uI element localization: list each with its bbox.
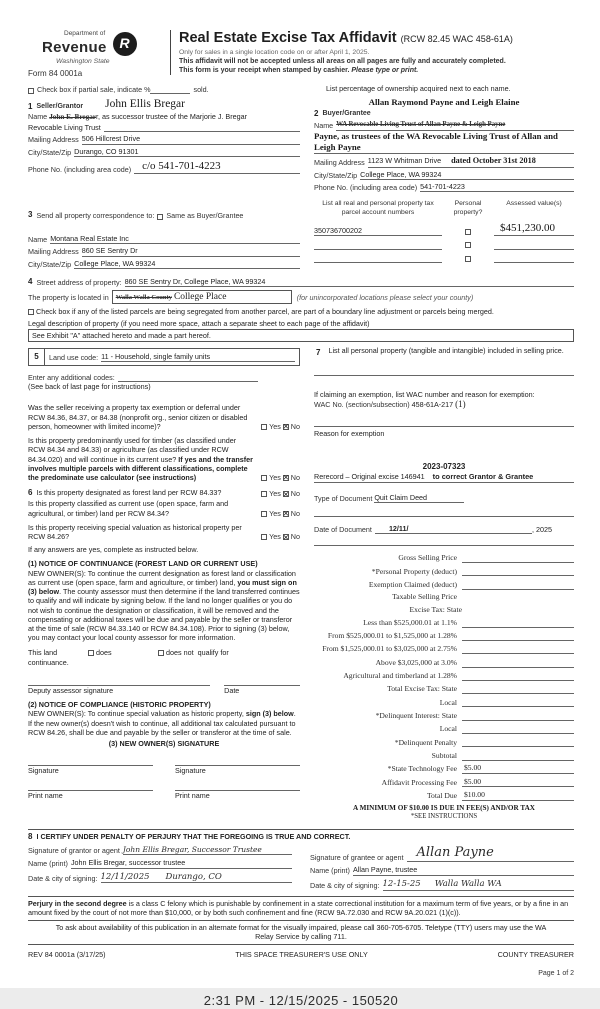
revenue-logo-icon: R (113, 32, 137, 56)
seller-grantor-label: Seller/Grantor (36, 103, 84, 111)
buyer-trust-date: dated October 31st 2018 (451, 156, 536, 166)
form-title: Real Estate Excise Tax Affidavit (RCW 82.45 WAC 458-61A) (179, 30, 513, 46)
continuance-label: continuance. (28, 657, 69, 667)
dept-of-label: Department of (64, 30, 106, 37)
land-use-code-field[interactable]: 11 - Household, single family units (101, 352, 295, 362)
personal-property-section (314, 346, 574, 358)
deputy-assessor-label: Deputy assessor signature (28, 685, 114, 695)
form-title-rcw: (RCW 82.45 WAC 458-61A) (400, 34, 513, 44)
tier3-tax-field[interactable] (462, 643, 574, 654)
historic-property-question: Is this property receiving special valuation as historical property per RCW 84.26? (28, 522, 242, 542)
does-not-checkbox[interactable] (158, 650, 164, 656)
document-type-field[interactable]: Quit Claim Deed (374, 493, 464, 503)
affidavit-processing-fee-field[interactable]: $5.00 (462, 777, 574, 788)
land-use-code-box: 5 Land use code: 11 - Household, single family units (28, 348, 300, 366)
if-any-yes-note: If any answers are yes, complete as instructed below. (28, 545, 199, 555)
grantee-date-city-field[interactable]: 12-15-25 Walla Walla WA (383, 879, 574, 891)
new-owner-printname-field-1[interactable] (28, 781, 153, 791)
deputy-date-label: Date (224, 685, 240, 695)
header-note-3: This form is your receipt when stamped by cashier. Please type or print. (179, 66, 419, 74)
grantee-signature-field[interactable] (407, 845, 574, 863)
notice-compliance-title: (2) NOTICE OF COMPLIANCE (HISTORIC PROPERTY) (28, 700, 211, 710)
grantor-date-city-field[interactable]: 12/11/2025 Durango, CO (101, 872, 292, 884)
timber-no-checkbox[interactable] (283, 475, 289, 481)
header-divider (170, 30, 171, 75)
agricultural-tax-field[interactable] (462, 670, 574, 681)
reason-rule (314, 417, 574, 427)
subtotal-field[interactable] (462, 750, 574, 761)
correspondence-name-field[interactable]: Montana Real Estate Inc (50, 234, 300, 244)
land-qualify-row: This land does does not qualify for (28, 648, 229, 658)
total-excise-state-field[interactable] (462, 683, 574, 694)
taxable-selling-price-field[interactable] (462, 592, 574, 602)
tier2-tax-field[interactable] (462, 630, 574, 641)
affidavit-page: Department of Revenue Washington State R Form 84 0001a Real Estate Excise Tax Affidavit (RCW 82.45 WAC 458-61A) Only for sales in a single location code on or after April 1, 2025. This affidavit will not be accepted unless all areas on all pages are fully and accurately completed. This form is your receipt when stamped by cashier. Please type or print. Check box if partial sale, indicate % sold. List percentage of ownership acquired next to each name. 1 Seller/Grantor John Ellis Bregar Name John E. Bregarr, as successor trustee of the Marjorie J. Bregar Revocable Living Trust Mailing Address 506 Hillcrest Drive City/State/Zip Durango, CO 91301 Phone No. (including area code) c/o 541-701-4223 Allan Raymond Payne and Leigh Elaine 2 Buyer/Grantee Name WA Revocable Living Trust of Allan Payne & Leigh Payne Payne, as trustees of the WA Revocable Living Trust of Allan and Leigh Payne Mailing Address 1123 W Whitman Drive dated October 31st 2018 City/State/Zip College Place, WA 99324 Phone No. (including area code) 541-701-4223 3 Send all property correspondence to: Same as Buyer/Grantee Name Montana Real Estate Inc Mailing Address 860 SE Sentry Dr City/State/Zip College Place, WA 99324 List all real and personal property tax parcel account numbers Personal property? Assessed value(s) 350736700202 $451,230.00 4 Street address of property: 860 SE Sentry Dr, College Place, WA 99324 The property is located in Walla Walla County College Place (for unincorporated locations please select your county) Check box if any of the listed parcels are being segregated from another parcel, are part of a boundary line adjustment or parcels being merged. Legal description of property (if you need more space, attach a separate sheet to each page of the affidavit) See Exhibit "A" attached hereto and made a part hereof. 5 Land use code: 11 - Household, single family units Enter any additional codes: (See back of last page for instructions) Was the seller receiving a property tax exemption or deferral under RCW 84.36, 84.37, or 84.38 (nonprofit org., senior citizen or disabled person, homeowner with limited income)? Yes ✕ No Is this property predominantly used for timber (as classified under RCW 84.34 and 84.33) or agriculture (as classified under RCW 84.34.020) and will continue in its current use? If yes and the transfer involves multiple parcels with different classifications, complete the predominate use calculator (see instructions) Yes ✕ No 6 Is this property designated as forest land per RCW 84.33? Yes ✕ No Is this property classified as current use (open space, farm and agricultural, or timber) land per RCW 84.34? Yes ✕ No Is this property receiving special valuation as historical property per RCW 84.26? Yes ✕ No If any answers are yes, complete as instructed below. (1) NOTICE OF CONTINUANCE (FOREST LAND OR CURRENT USE) NEW OWNER(S): To continue the current designation as forest land or classification as current use (open space, farm and agriculture, or timber) land, you must sign on (3) below. The county assessor must then determine if the land transferred continues to qualify and will indicate by signing below. If the land no longer qualifies or you do not wish to continue the designation or classification, it will be removed and the compensating or additional taxes will be due and payable by the seller or transferor at the time of sale (RCW 84.33.140 or RCW 84.34.108). Prior to signing (3) below, you may contact your local county assessor for more information. This land does does not qualify for continuance. Deputy assessor signature Date (2) NOTICE OF COMPLIANCE (HISTORIC PROPERTY) NEW OWNER(S): To continue special valuation as historic property, sign (3) below. If the new owner(s) doesn't wish to continue, all additional tax calculated pursuant to RCW 84.26, shall be due and payable by the seller or transferor at the time of sale. (3) NEW OWNER(S) SIGNATURE Signature Signature Print name Print name 7 List all personal property (tangible and intangible) included in selling price. If claiming an exemption, list WAC number and reason for exemption: WAC No. (section/subsection) 458-61A-217 (1) Reason for exemption 2023-07323 Rerecord – Original excise 146941 to correct Grantor & Grantee Type of Document Quit Claim Deed Date of Document 12/11/ , 2025 Gross Selling Price *Personal Property (deduct) Exemption Claimed (deduct) Taxable Selling Price Excise Tax: State Less than $525,000.01 at 1.1% From $525,000.01 to $1,525,000 at 1.28% From $1,525,000.01 to $3,025,000 at 2.75% Above $3,025,000 at 3.0% Agricultural and timberland at 1.28% Total Excise Tax: State Local *Delinquent Interest: State Local *Delinquent Penalty Subtotal *State Technology Fee $5.00 Affidavit Processing Fee $5.00 Total Due $10.00 A MINIMUM OF $10.00 IS DUE IN FEE(S) AND/OR TAX *SEE INSTRUCTIONS 8 I CERTIFY UNDER PENALTY OF PERJURY THAT THE FOREGOING IS TRUE AND CORRECT. Signature of grantor or agent John Ellis Bregar, Successor Trustee Name (print) John Ellis Bregar, successor trustee Date & city of signing: 12/11/2025 Durango, CO Signature of grantee or agent Allan Payne Name (print) Allan Payne, trustee Date & city of signing: 12-15-25 Walla Walla WA Perjury in the second degree is a class C felony which is punishable by confinement in a state correctional institution for a maximum term of five years, or by a fine in an amount fixed by the court of not more than $10,000, or by both such confinement and fine (RCW 9A.72.030 and RCW 9A.20.021 (1)(c)). To ask about availability of this publication in an alternate format for the visually impaired, please call 360-705-6705. Teletype (TTY) users may use the WA Relay Service by calling 711. REV 84 0001a (3/17/25) THIS SPACE TREASURER'S USE ONLY COUNTY TREASURER Page 1 of 2 2:31 PM - 12/15/2025 - 150520 (0, 0, 600, 988)
segregated-checkbox[interactable] (28, 309, 34, 315)
wac-intro: If claiming an exemption, list WAC number and reason for exemption: (314, 390, 535, 400)
personal-property-label: List all personal property (tangible and intangible) included in selling price. (328, 345, 564, 355)
parcel-list-section (314, 200, 574, 269)
parcel-numbers-header: List all real and personal property tax parcel account numbers (322, 200, 434, 216)
same-as-buyer-checkbox[interactable] (157, 214, 163, 220)
exemption-yes-checkbox[interactable] (261, 424, 267, 430)
parcel-number-field[interactable]: 350736700202 (314, 226, 442, 236)
street-address-field[interactable]: 860 SE Sentry Dr, College Place, WA 99324 (125, 277, 574, 287)
partial-sale-sold-label: sold. (193, 85, 209, 95)
seller-name-line2: Revocable Living Trust (28, 123, 101, 133)
ownership-note: List percentage of ownership acquired next to each name. (326, 84, 511, 94)
tier4-tax-field[interactable] (462, 657, 574, 668)
seller-typed-name: John Ellis Bregar (105, 98, 185, 111)
grantor-signature-value: John Ellis Bregar, Successor Trustee (122, 844, 262, 854)
historic-yes-checkbox[interactable] (261, 534, 267, 540)
notice-compliance-text: NEW OWNER(S): To continue special valuation as historic property, sign (3) below. If the new owner(s) doesn't wish to continue, all additional tax calculated pursuant to RCW 84.26, shall be due and payable by the seller or transferor at the time of sale. (28, 709, 296, 737)
rerecord-correction: to correct Grantor & Grantee (432, 472, 534, 482)
parcel-row (314, 254, 574, 263)
buyer-mailing-address-field[interactable]: 1123 W Whitman Drive dated October 31st 2018 (368, 156, 574, 168)
partial-sale-label: Check box if partial sale, indicate % (37, 85, 151, 95)
personal-property-field[interactable] (314, 366, 574, 376)
see-instructions-note: *SEE INSTRUCTIONS (410, 812, 478, 820)
buyer-name-struck: WA Revocable Living Trust of Allan Payne & Leigh Payne (336, 120, 506, 128)
page-footer (28, 950, 574, 959)
grantee-printname-field[interactable]: Allan Payne, trustee (353, 865, 574, 875)
buyer-grantee-section: Allan Raymond Payne and Leigh Elaine 2 Buyer/Grantee Name WA Revocable Living Trust of Allan Payne & Leigh Payne Payne, as trustees of the WA Revocable Living Trust of Allan and Leigh Payne Mailing Address 1123 W Whitman Drive dated October 31st 2018 City/State/Zip College Place, WA 99324 Phone No. (including area code) 541-701-4223 (314, 97, 574, 192)
parcel-row (314, 221, 574, 236)
new-owner-signature-field-1[interactable] (28, 756, 153, 766)
document-year-field[interactable]: , 2025 (532, 525, 552, 535)
wac-line: WAC No. (section/subsection) 458-61A-217 (1) (314, 399, 466, 410)
header-note-2: This affidavit will not be accepted unless all areas on all pages are fully and accurately completed. (179, 57, 506, 65)
assessed-value-header: Assessed value(s) (506, 200, 562, 208)
location-select-box[interactable] (112, 290, 292, 304)
section-7-number: 7 (316, 347, 321, 357)
deputy-date-field[interactable] (224, 676, 300, 686)
personal-property-checkbox[interactable] (465, 242, 471, 248)
notice-continuance-text: NEW OWNER(S): To continue the current designation as forest land or classification as current use (open space, farm and agriculture, or timber) land, you must sign on (3) below. The county assessor must then determine if the land transferred continues to qualify and will indicate by signing below. If the land no longer qualifies or you do not wish to continue the designation or classification, it will be removed and the compensating or additional taxes will be due and payable by the seller or transferor at the time of sale (RCW 84.33.140 or RCW 84.34.108). Prior to signing (3) below, you may contact your local county assessor for more information. (28, 568, 300, 643)
state-technology-fee-field[interactable]: $5.00 (462, 763, 574, 774)
current-use-no-checkbox[interactable] (283, 511, 289, 517)
document-type-rule (314, 507, 574, 517)
property-location-section: 4 Street address of property: 860 SE Sentry Dr, College Place, WA 99324 The property is located in Walla Walla County College Place (for unincorporated locations please select your county) Check box if any of the listed parcels are being segregated from another parcel, are part of a boundary line adjustment or parcels being merged. Legal description of property (if you need more space, attach a separate sheet to each page of the affidavit) See Exhibit "A" attached hereto and made a part hereof. (28, 277, 574, 342)
grantee-signature-value: Allan Payne (416, 844, 494, 860)
forest-no-checkbox[interactable] (283, 491, 289, 497)
personal-property-checkbox[interactable] (465, 229, 471, 235)
section-8-number: 8 (28, 831, 33, 841)
correspondence-address-field[interactable]: 860 SE Sentry Dr (82, 246, 300, 256)
buyer-name-line[interactable]: Name WA Revocable Living Trust of Allan Payne & Leigh Payne (314, 119, 574, 131)
buyer-citystatezip-field[interactable]: College Place, WA 99324 (360, 170, 574, 180)
gross-selling-price-field[interactable] (462, 552, 574, 563)
delinquent-interest-local-field[interactable] (462, 723, 574, 734)
buyer-phone-field[interactable]: 541-701-4223 (420, 182, 574, 192)
local-tax-field[interactable] (462, 697, 574, 708)
certification-section: 8 I CERTIFY UNDER PENALTY OF PERJURY THAT THE FOREGOING IS TRUE AND CORRECT. Signature of grantor or agent John Ellis Bregar, Successor Trustee Name (print) John Ellis Bregar, successor trustee Date & city of signing: 12/11/2025 Durango, CO Signature of grantee or agent Allan Payne Name (print) Allan Payne, trustee Date & city of signing: 12-15-25 Walla Walla WA (28, 829, 574, 891)
seller-name-field[interactable] (104, 124, 300, 132)
seller-phone-field[interactable] (134, 159, 300, 174)
notice-continuance-title: (1) NOTICE OF CONTINUANCE (FOREST LAND OR CURRENT USE) (28, 559, 258, 569)
forest-yes-checkbox[interactable] (261, 491, 267, 497)
form-header (28, 30, 574, 79)
parcel-number-field[interactable] (314, 254, 442, 263)
correspondence-citystatezip-field[interactable]: College Place, WA 99324 (74, 259, 300, 269)
page-number: Page 1 of 2 (538, 969, 574, 977)
tier1-tax-field[interactable] (462, 617, 574, 628)
revenue-wordmark: Revenue (42, 39, 107, 57)
buyer-grantee-label: Buyer/Grantee (322, 109, 371, 117)
washington-state-label: Washington State (56, 57, 110, 65)
section-1-number: 1 (28, 101, 33, 111)
header-note-1: Only for sales in a single location code on or after April 1, 2025. (179, 48, 370, 56)
section-5-number: 5 (29, 349, 45, 365)
personal-property-checkbox[interactable] (465, 256, 471, 262)
document-date-field[interactable]: 12/11/ (375, 524, 532, 534)
see-back-note: (See back of last page for instructions) (28, 382, 151, 392)
section-4-number: 4 (28, 276, 33, 286)
seller-name-line[interactable]: Name John E. Bregarr, as successor trustee of the Marjorie J. Bregar (28, 112, 247, 122)
correspondence-section: 3 Send all property correspondence to: Same as Buyer/Grantee Name Montana Real Estate Inc Mailing Address 860 SE Sentry Dr City/State/Zip College Place, WA 99324 (28, 200, 314, 269)
legal-description-label: Legal description of property (if you need more space, attach a separate sheet to each page of the affidavit) (28, 318, 370, 328)
accessibility-note: To ask about availability of this publication in an alternate format for the visually impaired, please call 360-705-6705. Teletype (TTY) users may use the WA Relay Service by calling 711. (28, 921, 574, 945)
personal-property-header: Personal property? (453, 200, 483, 216)
personal-property-deduct-field[interactable] (462, 566, 574, 577)
parcel-row (314, 240, 574, 249)
timber-agriculture-question: Is this property predominantly used for timber (as classified under RCW 84.34 and 84.33) or agriculture (as classified under RCW 84.34.020) and will continue in its current use? If yes and the transfer involves multiple parcels with different classifications, complete the predominate use calculator (see instructions) (28, 436, 253, 482)
delinquent-interest-state-field[interactable] (462, 710, 574, 721)
deputy-assessor-signature-field[interactable] (28, 676, 210, 686)
seller-phone-value: c/o 541-701-4223 (142, 159, 221, 172)
rev-form-number: REV 84 0001a (3/17/25) (28, 950, 106, 960)
wac-number-field[interactable]: 458-61A-217 (411, 400, 454, 410)
seller-mailing-address-field[interactable]: 506 Hillcrest Drive (82, 134, 300, 144)
receipt-timestamp-stamp: 2:31 PM - 12/15/2025 - 150520 (203, 992, 399, 1008)
section-2-number: 2 (314, 108, 319, 118)
recording-number-stamp: 2023-07323 (422, 462, 466, 472)
forest-land-question: 6 Is this property designated as forest land per RCW 84.33? (28, 488, 222, 498)
timber-yes-checkbox[interactable] (261, 475, 267, 481)
grantor-signature-field[interactable] (123, 845, 292, 856)
segregated-label: Check box if any of the listed parcels are being segregated from another parcel, are part of a boundary line adjustment or parcels being merged. (36, 307, 494, 317)
new-owner-signature-field-2[interactable] (175, 756, 300, 766)
current-use-yes-checkbox[interactable] (261, 511, 267, 517)
exemption-no-checkbox[interactable] (283, 424, 289, 430)
current-use-question: Is this property classified as current use (open space, farm and agricultural, or timber) land per RCW 84.34? (28, 499, 229, 518)
assessed-value-field[interactable]: $451,230.00 (494, 221, 574, 236)
buyer-typed-name: Allan Raymond Payne and Leigh Elaine (368, 97, 520, 108)
does-checkbox[interactable] (88, 650, 94, 656)
parcel-number-field[interactable] (314, 241, 442, 250)
new-owner-printname-field-2[interactable] (175, 781, 300, 791)
document-date-rule (314, 536, 574, 546)
located-city-value: College Place (173, 292, 227, 303)
wac-subsection-value: (1) (455, 399, 466, 410)
section-3-number: 3 (28, 210, 33, 220)
additional-codes-field[interactable] (118, 374, 258, 382)
legal-description-field[interactable]: See Exhibit "A" attached hereto and made a part hereof. (28, 329, 574, 342)
perjury-notice: Perjury in the second degree is a class C felony which is punishable by confinement in a state correctional institution for a maximum term of five years, or by a fine in an amount fixed by the court of not more than $10,000, or by both such confinement and fine (RCW 9A.72.030 and RCW 9A.20.021 (1)(c)). (28, 896, 574, 921)
assessed-value-field[interactable] (494, 254, 574, 263)
new-owners-signature-title: (3) NEW OWNER(S) SIGNATURE (108, 738, 220, 748)
seller-citystatezip-field[interactable]: Durango, CO 91301 (74, 147, 300, 157)
fees-table: Gross Selling Price *Personal Property (deduct) Exemption Claimed (deduct) Taxable Selling Price Excise Tax: State Less than $525,000.01 at 1.1% From $525,000.01 to $1,525,000 at 1.28% From $1,525,000.01 to $3,025,000 at 2.75% Above $3,025,000 at 3.0% Agricultural and timberland at 1.28% Total Excise Tax: State Local *Delinquent Interest: State Local *Delinquent Penalty Subtotal *State Technology Fee $5.00 Affidavit Processing Fee $5.00 Total Due $10.00 (314, 552, 574, 800)
minimum-due-note: A MINIMUM OF $10.00 IS DUE IN FEE(S) AND/OR TAX (353, 803, 535, 812)
partial-sale-percent-field[interactable] (150, 86, 190, 94)
county-treasurer-label: COUNTY TREASURER (497, 950, 574, 960)
buyer-name-field[interactable]: Payne, as trustees of the WA Revocable Living Trust of Allan and Leigh Payne (314, 131, 574, 155)
tax-exemption-question: Was the seller receiving a property tax exemption or deferral under RCW 84.36, 84.37, or 84.38 (nonprofit org., senior citizen or disabled person, homeowner with limited income)? (28, 403, 248, 431)
grantor-printname-field[interactable]: John Ellis Bregar, successor trustee (71, 858, 292, 868)
treasurer-space-label: THIS SPACE TREASURER'S USE ONLY (235, 950, 368, 960)
reason-for-exemption-label: Reason for exemption (314, 428, 385, 438)
rerecord-line[interactable]: Rerecord – Original excise 146941 to correct Grantor & Grantee (314, 472, 574, 482)
located-county-struck: Walla Walla County (115, 294, 172, 302)
unincorporated-note: (for unincorporated locations please select your county) (296, 292, 474, 302)
form-number: Form 84 0001a (28, 69, 83, 79)
certify-statement: I CERTIFY UNDER PENALTY OF PERJURY THAT THE FOREGOING IS TRUE AND CORRECT. (36, 831, 351, 841)
total-due-field[interactable]: $10.00 (462, 790, 574, 801)
historic-no-checkbox[interactable] (283, 534, 289, 540)
seller-name-struck: John E. Bregar (49, 113, 96, 122)
delinquent-penalty-field[interactable] (462, 737, 574, 748)
exemption-claimed-field[interactable] (462, 579, 574, 590)
revenue-logo-block (28, 30, 164, 79)
partial-sale-checkbox[interactable] (28, 88, 34, 94)
assessed-value-field[interactable] (494, 241, 574, 250)
seller-grantor-section: 1 Seller/Grantor John Ellis Bregar Name John E. Bregarr, as successor trustee of the Marjorie J. Bregar Revocable Living Trust Mailing Address 506 Hillcrest Drive City/State/Zip Durango, CO 91301 Phone No. (including area code) c/o 541-701-4223 (28, 97, 314, 192)
